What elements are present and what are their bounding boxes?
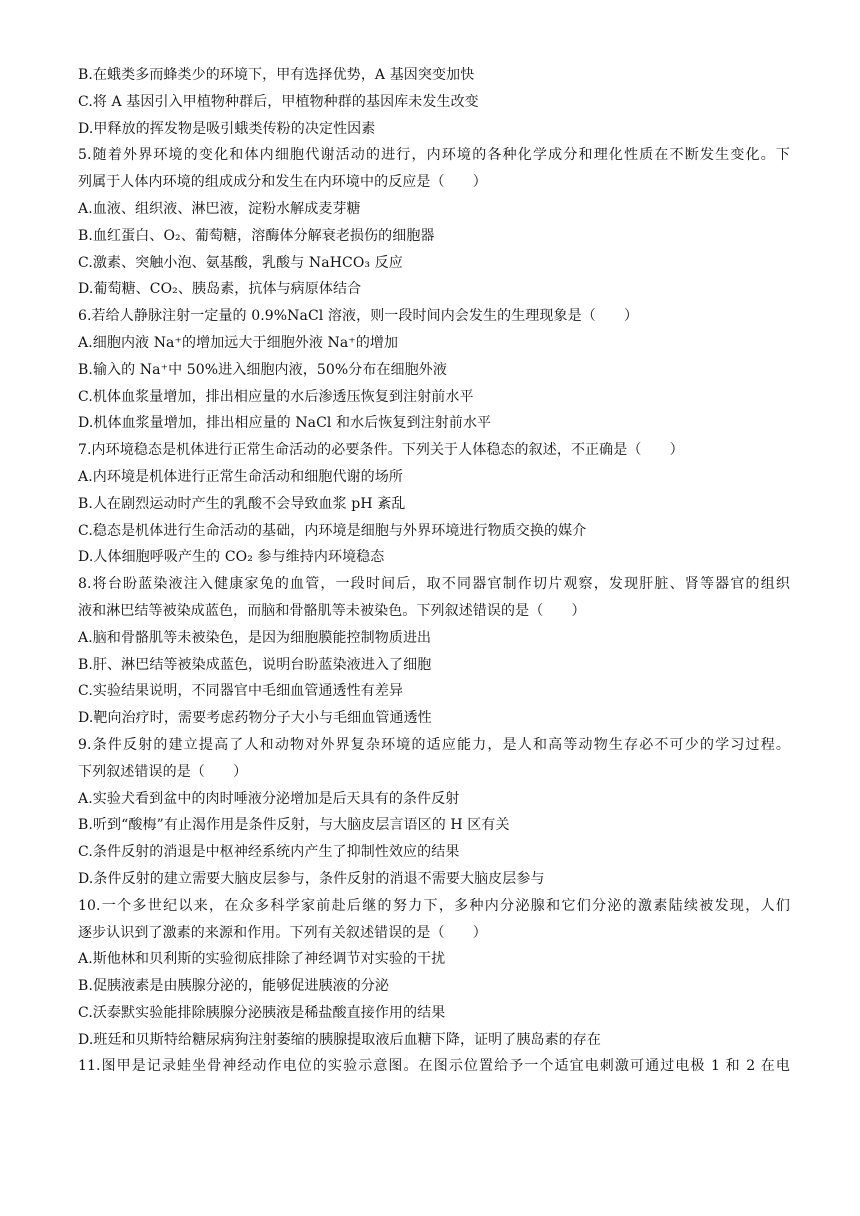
option-line: C.将 A 基因引入甲植物种群后，甲植物种群的基因库未发生改变 [78,93,479,110]
option-line: C.沃泰默实验能排除胰腺分泌胰液是稀盐酸直接作用的结果 [78,1004,446,1021]
option-line: A.实验犬看到盆中的肉时唾液分泌增加是后天具有的条件反射 [78,790,460,807]
option-line: A.脑和骨骼肌等未被染色，是因为细胞膜能控制物质进出 [78,629,432,646]
option-line: D.葡萄糖、CO₂、胰岛素，抗体与病原体结合 [78,281,362,298]
option-line: C.稳态是机体进行生命活动的基础，内环境是细胞与外界环境进行物质交换的媒介 [78,522,587,539]
question-stem-line: 11.图甲是记录蛙坐骨神经动作电位的实验示意图。在图示位置给予一个适宜电刺激可通过电极 1 和 2 在电 [78,1058,790,1075]
option-line: C.机体血浆量增加，排出相应量的水后渗透压恢复到注射前水平 [78,388,474,405]
option-line: B.促胰液素是由胰腺分泌的，能够促进胰液的分泌 [78,978,390,995]
option-line: D.班廷和贝斯特给糖尿病狗注射萎缩的胰腺提取液后血糖下降，证明了胰岛素的存在 [78,1031,601,1048]
question-stem-line: 逐步认识到了激素的来源和作用。下列有关叙述错误的是（ ） [78,924,487,941]
question-stem-line: 7.内环境稳态是机体进行正常生命活动的必要条件。下列关于人体稳态的叙述，不正确是（ ） [78,442,684,459]
option-line: A.斯他林和贝利斯的实验彻底排除了神经调节对实验的干扰 [78,951,446,968]
option-line: D.机体血浆量增加，排出相应量的 NaCl 和水后恢复到注射前水平 [78,415,492,432]
option-line: B.输入的 Na⁺中 50%进入细胞内液，50%分布在细胞外液 [78,361,447,378]
question-stem-line: 6.若给人静脉注射一定量的 0.9%NaCl 溶液，则一段时间内会发生的生理现象是（ ） [78,308,639,325]
question-stem-line: 5.随着外界环境的变化和体内细胞代谢活动的进行，内环境的各种化学成分和理化性质在不断发生变化。下 [78,147,790,164]
option-line: D.条件反射的建立需要大脑皮层参与，条件反射的消退不需要大脑皮层参与 [78,870,545,887]
exam-page [78,62,790,1080]
option-line: A.细胞内液 Na⁺的增加远大于细胞外液 Na⁺的增加 [78,334,399,351]
option-line: C.实验结果说明，不同器官中毛细血管通透性有差异 [78,683,404,700]
option-line: B.肝、淋巴结等被染成蓝色，说明台盼蓝染液进入了细胞 [78,656,432,673]
option-line: B.听到“酸梅”有止渴作用是条件反射，与大脑皮层言语区的 H 区有关 [78,817,510,834]
question-stem-line: 8.将台盼蓝染液注入健康家兔的血管，一段时间后，取不同器官制作切片观察，发现肝脏、肾等器官的组织 [78,576,790,593]
question-stem-line: 9.条件反射的建立提高了人和动物对外界复杂环境的适应能力，是人和高等动物生存必不可少的学习过程。 [78,736,790,753]
option-line: B.在蛾类多而蜂类少的环境下，甲有选择优势，A 基因突变加快 [78,67,475,83]
question-stem-line: 列属于人体内环境的组成成分和发生在内环境中的反应是（ ） [78,174,487,191]
question-stem-line: 下列叙述错误的是（ ） [78,763,248,780]
option-line: A.血液、组织液、淋巴液，淀粉水解成麦芽糖 [78,200,361,217]
option-line: B.血红蛋白、O₂、葡萄糖，溶酶体分解衰老损伤的细胞器 [78,227,435,244]
option-line: D.甲释放的挥发物是吸引蛾类传粉的决定性因素 [78,120,376,137]
question-stem-line: 10.一个多世纪以来，在众多科学家前赴后继的努力下，多种内分泌腺和它们分泌的激素陆续被发现，人们 [78,897,790,914]
option-line: C.激素、突触小泡、氨基酸，乳酸与 NaHCO₃ 反应 [78,254,403,271]
option-line: D.靶向治疗时，需要考虑药物分子大小与毛细血管通透性 [78,710,432,727]
option-line: B.人在剧烈运动时产生的乳酸不会导致血浆 pH 紊乱 [78,495,406,512]
option-line: D.人体细胞呼吸产生的 CO₂ 参与维持内环境稳态 [78,549,385,566]
option-line: A.内环境是机体进行正常生命活动和细胞代谢的场所 [78,468,403,485]
option-line: C.条件反射的消退是中枢神经系统内产生了抑制性效应的结果 [78,844,460,861]
question-stem-line: 液和淋巴结等被染成蓝色，而脑和骨骼肌等未被染色。下列叙述错误的是（ ） [78,602,586,619]
